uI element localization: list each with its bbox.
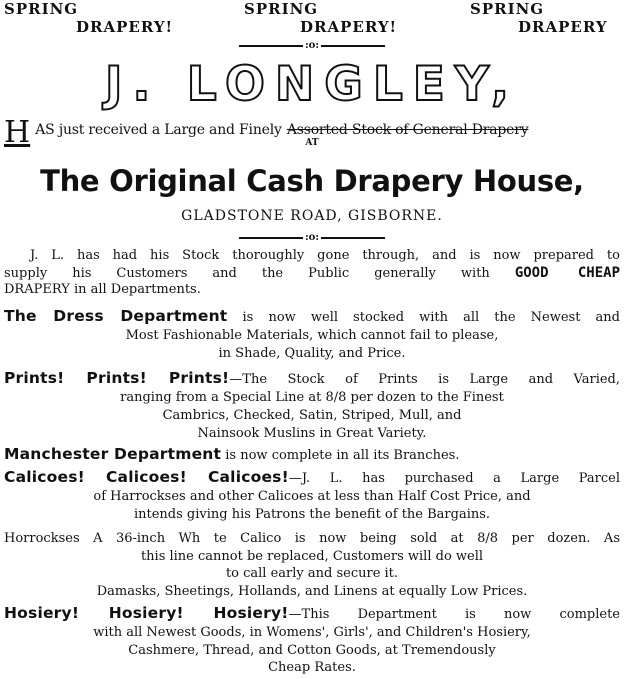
dress-line-3: in Shade, Quality, and Price. <box>218 346 406 361</box>
shop-address: GLADSTONE ROAD, GISBORNE. <box>181 208 443 224</box>
calicoes-line-1 <box>0 469 624 487</box>
spring-heading-3: SPRING <box>470 0 545 18</box>
prints-heading: Prints! Prints! Prints! <box>4 369 230 387</box>
hosiery-line-3: Cashmere, Thread, and Cotton Goods, at Tremendously <box>128 643 496 658</box>
prints-line-3: Cambrics, Checked, Satin, Striped, Mull, and <box>162 408 462 423</box>
calicoes-line-2: of Harrockses and other Calicoes at less than Half Cost Price, and <box>93 489 531 504</box>
spring-drapery-header <box>0 0 624 38</box>
manchester-heading: Manchester Department <box>4 445 222 463</box>
prints-line-2: ranging from a Special Line at 8/8 per dozen to the Finest <box>120 390 504 405</box>
divider-rule <box>239 45 303 47</box>
intro-line-3: DRAPERY in all Departments. <box>4 282 201 297</box>
hosiery-line-2: with all Newest Goods, in Womens', Girls', and Children's Hosiery, <box>93 625 531 640</box>
shop-name: The Original Cash Drapery House, <box>40 164 584 198</box>
intro-line-2-text: supply his Customers and the Public generally with <box>4 266 515 281</box>
ornament-divider-top <box>0 40 624 53</box>
spring-heading-1: SPRING <box>4 0 79 18</box>
calicoes-line-3: intends giving his Patrons the benefit of the Bargains. <box>133 507 491 522</box>
manchester-line-text: is now complete in all its Branches. <box>221 448 460 463</box>
drapery-heading-2: DRAPERY! <box>300 18 398 36</box>
dress-line-2: Most Fashionable Materials, which cannot fail to please, <box>125 328 499 343</box>
prints-line-1-text: —The Stock of Prints is Large and Varied, <box>229 372 621 387</box>
drapery-heading-3: DRAPERY <box>518 18 608 36</box>
divider-rule <box>321 237 385 239</box>
damasks-line: Damasks, Sheetings, Hollands, and Linens at equally Low Prices. <box>96 584 528 599</box>
hosiery-heading: Hosiery! Hosiery! Hosiery! <box>4 604 289 622</box>
prints-line-1 <box>0 370 624 388</box>
manchester-line <box>4 446 624 464</box>
hosiery-line-1-text: —This Department is now complete <box>288 607 620 622</box>
divider-rule <box>239 237 303 239</box>
divider-rule <box>321 45 385 47</box>
drop-cap: H <box>4 115 31 150</box>
calicoes-line-1-text: —J. L. has purchased a Large Parcel <box>288 471 621 486</box>
good-cheap-text: GOOD CHEAP <box>514 265 620 281</box>
drapery-heading-1: DRAPERY! <box>76 18 174 36</box>
intro-line-1: J. L. has had his Stock thoroughly gone through, and is now prepared to <box>30 248 620 263</box>
merchant-name: J. LONGLEY, <box>104 57 519 112</box>
ornament-divider-middle <box>0 232 624 245</box>
at-label: AT <box>305 138 319 148</box>
horrockses-line-3: to call early and secure it. <box>225 566 399 581</box>
hosiery-line-1 <box>0 605 624 623</box>
horrockses-line-1: Horrockses A 36-inch Wh te Calico is now being sold at 8/8 per dozen. As <box>4 531 620 546</box>
announcement-text-struck: Assorted Stock of General Drapery <box>286 122 529 138</box>
dress-line-1-text: is now well stocked with all the Newest and <box>227 310 620 325</box>
divider-mark: :o: <box>304 40 320 51</box>
intro-line-2 <box>0 265 624 282</box>
prints-line-4: Nainsook Muslins in Great Variety. <box>197 426 427 441</box>
spring-heading-2: SPRING <box>244 0 319 18</box>
hosiery-line-4: Cheap Rates. <box>268 660 356 675</box>
dress-line-1 <box>0 308 624 326</box>
dress-heading: The Dress Department <box>4 307 228 325</box>
horrockses-line-2: this line cannot be replaced, Customers will do well <box>140 549 484 564</box>
calicoes-heading: Calicoes! Calicoes! Calicoes! <box>4 468 289 486</box>
announcement-text: AS just received a Large and Finely <box>35 122 282 138</box>
divider-mark: :o: <box>304 232 320 243</box>
